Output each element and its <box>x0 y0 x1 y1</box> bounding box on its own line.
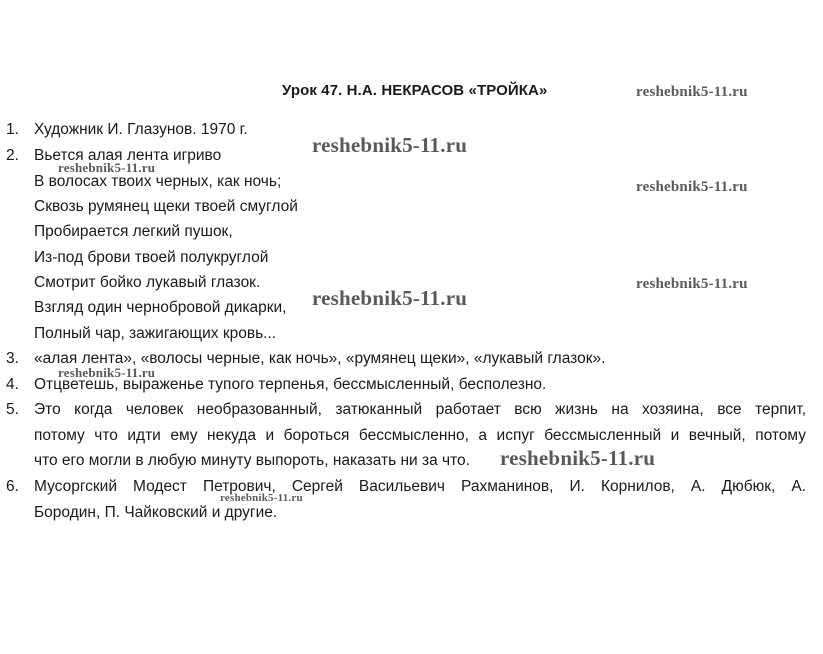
item-number: 2. <box>6 147 19 164</box>
item-1-text: Художник И. Глазунов. 1970 г. <box>34 121 248 138</box>
item-number: 1. <box>6 121 19 138</box>
item-number: 4. <box>6 376 19 393</box>
poem-line: Смотрит бойко лукавый глазок. <box>34 274 261 291</box>
item-4-text: Отцветешь, выраженье тупого терпенья, бессмысленный, бесполезно. <box>34 376 547 393</box>
item-5-line: потому что идти ему некуда и бороться бессмысленно, а испуг бессмысленный и вечный, потому <box>34 427 806 444</box>
page-title: Урок 47. Н.А. НЕКРАСОВ «ТРОЙКА» <box>282 82 548 99</box>
watermark: reshebnik5-11.ru <box>500 446 656 470</box>
item-5-line: Это когда человек необразованный, затюканный работает всю жизнь на хозяина, все терпит, <box>34 401 806 418</box>
poem-line: Из-под брови твоей полукруглой <box>34 249 269 266</box>
item-5-line: что его могли в любую минуту выпороть, наказать ни за что. <box>34 452 470 469</box>
watermark: reshebnik5-11.ru <box>312 133 468 157</box>
watermark: reshebnik5-11.ru <box>312 286 468 310</box>
poem-line: В волосах твоих черных, как ночь; <box>34 173 282 190</box>
poem-line: Вьется алая лента игриво <box>34 147 222 164</box>
watermark: reshebnik5-11.ru <box>636 179 748 195</box>
poem-line: Взгляд один чернобровой дикарки, <box>34 299 287 316</box>
poem-line: Полный чар, зажигающих кровь... <box>34 325 277 342</box>
item-3-text: «алая лента», «волосы черные, как ночь», «румянец щеки», «лукавый глазок». <box>34 350 606 367</box>
item-number: 6. <box>6 478 19 495</box>
poem-line: Пробирается легкий пушок, <box>34 223 233 240</box>
poem-line: Сквозь румянец щеки твоей смуглой <box>34 198 298 215</box>
item-6-line: Бородин, П. Чайковский и другие. <box>34 504 278 521</box>
watermark: reshebnik5-11.ru <box>220 492 303 504</box>
watermark: reshebnik5-11.ru <box>58 160 156 175</box>
item-number: 3. <box>6 350 19 367</box>
watermark: reshebnik5-11.ru <box>636 84 748 100</box>
watermark: reshebnik5-11.ru <box>636 276 748 292</box>
watermark: reshebnik5-11.ru <box>58 365 156 380</box>
item-6-line: Мусоргский Модест Петрович, Сергей Васильевич Рахманинов, И. Корнилов, А. Дюбюк, А. <box>34 478 806 495</box>
item-number: 5. <box>6 401 19 418</box>
